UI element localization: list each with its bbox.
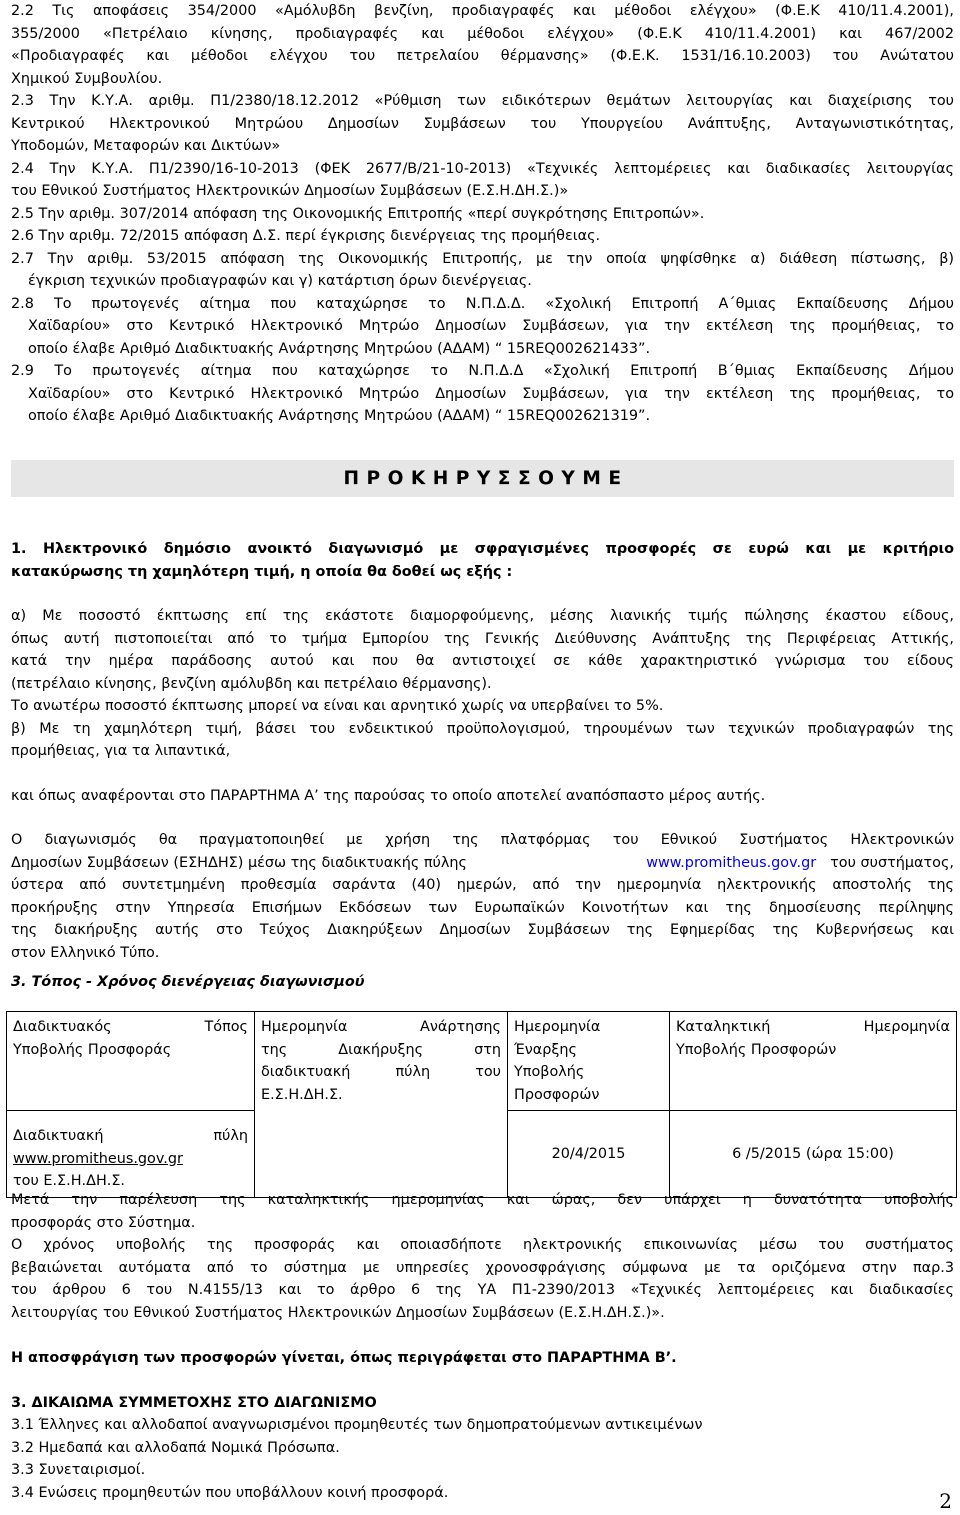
after-deadline-line: προσφοράς στο Σύστημα.	[11, 1214, 196, 1231]
ref-2-2-line: 355/2000 «Πετρέλαιο κίνησης, προδιαγραφές και μέθοδοι ελέγχου» (Φ.Ε.Κ 410/11.4.2001) και 467/2002	[11, 25, 954, 42]
ref-2-2-line: 2.2 Τις αποφάσεις 354/2000 «Αμόλυβδη βενζίνη, προδιαγραφές και μέθοδοι ελέγχου» (Φ.Ε.Κ 410/11.4.2001),	[11, 3, 954, 19]
page-number: 2	[939, 1489, 952, 1513]
table-header-cell: Διαδικτυακός Τόπος Υποβολής Προσφοράς	[7, 1012, 255, 1111]
annex-reference: και όπως αναφέρονται στο ΠΑΡΑΡΤΗΜΑ Α’ της παρούσας το οποίο αποτελεί αναπόσπαστο μέρος αυτής.	[11, 787, 766, 804]
esidis-line: προκήρυξης στην Υπηρεσία Επισήμων Εκδόσεων των Ευρωπαϊκών Κοινοτήτων και της δημοσίευσης περίληψης	[11, 899, 954, 916]
timestamp-line: Ο χρόνος υποβολής της προσφοράς και οποιασδήποτε ηλεκτρονικής επικοινωνίας μέσω του συστήματος	[11, 1237, 954, 1253]
ref-2-6: 2.6 Την αριθμ. 72/2015 απόφαση Δ.Σ. περί έγκρισης διενέργειας της προμήθειας.	[11, 228, 601, 244]
table-header-cell: Ημερομηνία Έναρξης Υποβολής Προσφορών	[508, 1012, 670, 1111]
esidis-text: Δημοσίων Συμβάσεων (ΕΣΗΔΗΣ) μέσω της διαδικτυακής πύλης	[11, 854, 467, 871]
timestamp-line: λειτουργίας του Εθνικού Συστήματος Ηλεκτρονικών Δημοσίων Συμβάσεων (Ε.Σ.Η.ΔΗ.Σ.)».	[11, 1304, 665, 1321]
participation-heading: 3. ΔΙΚΑΙΩΜΑ ΣΥΜΜΕΤΟΧΗΣ ΣΤΟ ΔΙΑΓΩΝΙΣΜΟ	[11, 1394, 377, 1411]
ref-2-3-line: 2.3 Την Κ.Υ.Α. αριθμ. Π1/2380/18.12.2012 «Ρύθμιση των ειδικότερων θεμάτων λειτουργίας και διαχείρισης του	[11, 93, 954, 109]
table-cell-deadline	[670, 1111, 957, 1198]
list-item: 3.2 Ημεδαπά και αλλοδαπά Νομικά Πρόσωπα.	[11, 1439, 340, 1456]
section-1-heading: κατακύρωσης τη χαμηλότερη τιμή, η οποία θα δοθεί ως εξής :	[11, 563, 513, 580]
clause-a-line: α) Με ποσοστό έκπτωσης επί της εκάστοτε διαμορφούμενης, μέσης λιανικής τιμής πώλησης έκαστου είδους,	[11, 608, 954, 624]
list-item: 3.3 Συνεταιρισμοί.	[11, 1462, 146, 1478]
ref-2-8-line: 2.8 Το πρωτογενές αίτημα που καταχώρησε το Ν.Π.Δ.Δ. «Σχολική Επιτροπή Α΄θμιας Εκπαίδευσης Δήμου	[11, 295, 954, 312]
esidis-line: στον Ελληνικό Τύπο.	[11, 944, 160, 961]
clause-a-line: Το ανωτέρω ποσοστό έκπτωσης μπορεί να είναι και αρνητικό χωρίς να υπερβαίνει το 5%.	[11, 698, 664, 714]
clause-a-line: όπως αυτή πιστοποιείται από το τμήμα Εμπορίου της Γενικής Διεύθυνσης Ανάπτυξης της Περιφέρειας Αττικής,	[11, 630, 954, 647]
schedule-table	[6, 1011, 957, 1198]
esidis-line: της διακήρυξης αυτής στο Τεύχος Διακηρύξεων Δημοσίων Συμβάσεων της Εφημερίδας της Κυβερνήσεως και	[11, 922, 954, 938]
deadline-value: 6 /5/2015 (ώρα 15:00)	[732, 1145, 894, 1162]
ref-2-9-line: 2.9 Το πρωτογενές αίτημα που καταχώρησε το Ν.Π.Δ.Δ «Σχολική Επιτροπή Β΄θμιας Εκπαίδευσης Δήμου	[11, 363, 954, 379]
ref-2-9-line: οποίο έλαβε Αριθμό Διαδικτυακής Ανάρτησης Μητρώου (ΑΔΑΜ) “ 15REQ002621319”.	[28, 408, 651, 424]
clause-a-line: (πετρέλαιο κίνησης, βενζίνη αμόλυβδη και πετρέλαιο θέρμανσης).	[11, 675, 492, 692]
reference-list	[11, 0, 954, 428]
clause-b-line: β) Με τη χαμηλότερη τιμή, βάσει του ενδεικτικού προϋπολογισμού, τηρουμένων των τεχνικών προδιαγραφών της	[11, 720, 954, 737]
timestamp-line: βεβαιώνεται αυτόματα από το σύστημα με υπηρεσίες χρονοσφράγισης σύμφωνα με τα οριζόμενα στην παρ.3	[11, 1259, 954, 1276]
esidis-line: Ο διαγωνισμός θα πραγματοποιηθεί με χρήση της πλατφόρμας του Εθνικού Συστήματος Ηλεκτρονικών	[11, 832, 954, 848]
list-item: 3.1 Έλληνες και αλλοδαποί αναγνωρισμένοι προμηθευτές των δημοπρατούμενων αντικειμένων	[11, 1417, 703, 1433]
ref-2-7-line: 2.7 Την αριθμ. 53/2015 απόφαση της Οικονομικής Επιτροπής, με την οποία ψηφίσθηκε α) διάθεση πίστωσης, β)	[11, 250, 954, 267]
ref-2-4-line: 2.4 Την Κ.Υ.Α. Π1/2390/16-10-2013 (ΦΕΚ 2677/Β/21-10-2013) «Τεχνικές λεπτομέρειες και διαδικασίες λειτουργίας	[11, 160, 954, 177]
start-date-value: 20/4/2015	[551, 1145, 626, 1162]
portal-link[interactable]: www.promitheus.gov.gr	[13, 1150, 183, 1167]
table-cell-portal: Διαδικτυακή πύλη www.promitheus.gov.gr του Ε.Σ.Η.ΔΗ.Σ.	[7, 1111, 255, 1198]
section-3-place-time	[11, 971, 954, 994]
unsealing-note: Η αποσφράγιση των προσφορών γίνεται, όπως περιγράφεται στο ΠΑΡΑΡΤΗΜΑ Β’.	[11, 1350, 677, 1366]
list-item: 3.4 Ενώσεις προμηθευτών που υποβάλλουν κοινή προσφορά.	[11, 1484, 449, 1501]
clause-b-line: προμήθειας, για τα λιπαντικά,	[11, 743, 231, 759]
ref-2-4-line: του Εθνικού Συστήματος Ηλεκτρονικών Δημοσίων Συμβάσεων (Ε.Σ.Η.ΔΗ.Σ.)»	[11, 183, 569, 199]
ref-2-9-line: Χαϊδαρίου» στο Κεντρικό Ηλεκτρονικό Μητρώο Δημοσίων Συμβάσεων, για την εκτέλεση της προμήθειας, το	[28, 385, 954, 402]
esidis-line: ύστερα από συντετμημένη προθεσμία σαράντα (40) ημερών, από την ημερομηνία ηλεκτρονικής αποστολής της	[11, 877, 954, 893]
section-3-notes	[11, 1189, 954, 1504]
table-row	[7, 1012, 957, 1111]
promitheus-link[interactable]: www.promitheus.gov.gr	[646, 854, 817, 871]
table-header-cell: Καταληκτική Ημερομηνία Υποβολής Προσφορών	[670, 1012, 957, 1111]
table-header-cell: Ημερομηνία Ανάρτησης της Διακήρυξης στη διαδικτυακή πύλη του Ε.Σ.Η.ΔΗ.Σ.	[255, 1012, 508, 1198]
table-cell-start-date	[508, 1111, 670, 1198]
clause-a-line: κατά την ημέρα παράδοσης αυτού και που θα αντιστοιχεί σε κάθε χαρακτηριστικό γνώρισμα του είδους	[11, 653, 954, 669]
ref-2-2-line: «Προδιαγραφές και μέθοδοι ελέγχου του πετρελαίου θέρμανσης» (Φ.Ε.Κ. 1531/16.10.2003) του Ανώτατου	[11, 48, 954, 64]
section-1	[11, 538, 954, 964]
ref-2-5: 2.5 Την αριθμ. 307/2014 απόφαση της Οικονομικής Επιτροπής «περί συγκρότησης Επιτροπών».	[11, 205, 705, 222]
ref-2-8-line: οποίο έλαβε Αριθμό Διαδικτυακής Ανάρτησης Μητρώου (ΑΔΑΜ) “ 15REQ002621433”.	[28, 340, 651, 357]
ref-2-2-line: Χημικού Συμβουλίου.	[11, 70, 163, 87]
ref-2-7-line: έγκριση τεχνικών προδιαγραφών και γ) κατάρτιση όρων διενέργειας.	[28, 273, 532, 289]
section-3-heading: 3. Τόπος - Χρόνος διενέργειας διαγωνισμού	[11, 974, 365, 990]
ref-2-3-line: Κεντρικού Ηλεκτρονικού Μητρώου Δημοσίων Συμβάσεων του Υπουργείου Ανάπτυξης, Ανταγωνιστικότητας,	[11, 115, 954, 132]
after-deadline-line: Μετά την παρέλευση της καταληκτικής ημερομηνίας και ώρας, δεν υπάρχει η δυνατότητα υποβολής	[11, 1192, 954, 1208]
ref-2-8-line: Χαϊδαρίου» στο Κεντρικό Ηλεκτρονικό Μητρώο Δημοσίων Συμβάσεων, για την εκτέλεση της προμήθειας, το	[28, 318, 954, 334]
timestamp-line: του άρθρου 6 του Ν.4155/13 και το άρθρο 6 της ΥΑ Π1-2390/2013 «Τεχνικές λεπτομέρειες και διαδικασίες	[11, 1282, 954, 1298]
esidis-line	[11, 852, 954, 875]
section-1-heading: 1. Ηλεκτρονικό δημόσιο ανοικτό διαγωνισμό με σφραγισμένες προσφορές σε ευρώ και με κριτήριο	[11, 541, 954, 557]
proclamation-banner: Π Ρ Ο Κ Η Ρ Υ Σ Σ Ο Υ Μ Ε	[11, 460, 954, 497]
ref-2-3-line: Υποδομών, Μεταφορών και Δικτύων»	[11, 138, 281, 154]
esidis-text: του συστήματος,	[830, 854, 954, 871]
